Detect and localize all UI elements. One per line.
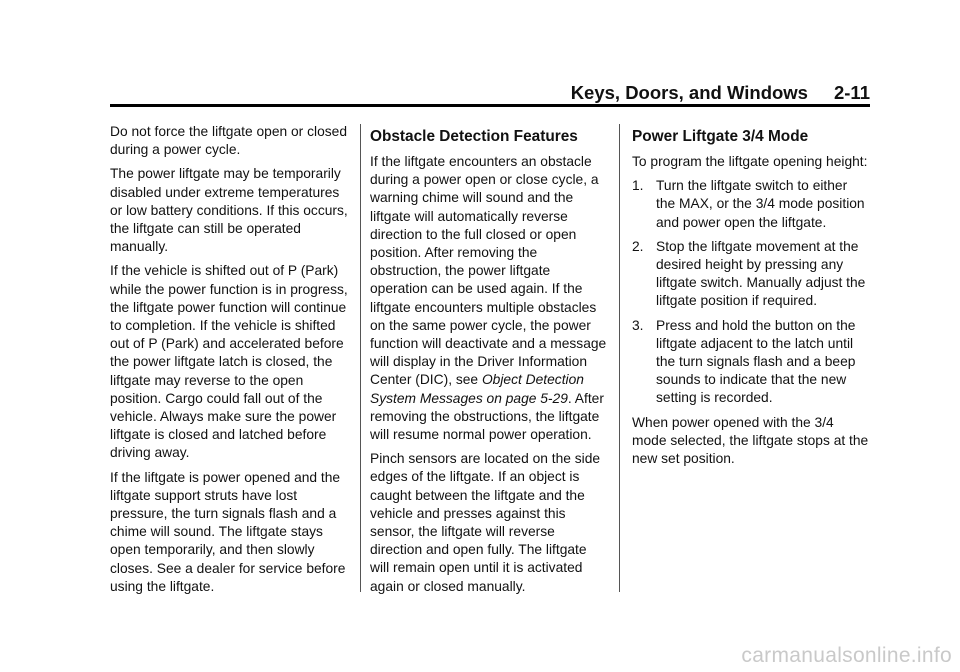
paragraph: To program the liftgate opening height: (632, 154, 868, 169)
paragraph-text: . After removing the obstructions, the liftgate will resume normal power operation. (370, 390, 604, 443)
column-left (110, 123, 352, 602)
watermark: carmanualsonline.info (741, 644, 952, 667)
step-text: Press and hold the button on the liftgate adjacent to the latch until the turn signals flash and a beep sounds to indicate that the new setting is recorded. (656, 317, 856, 406)
column-divider (360, 124, 361, 592)
section-heading: Power Liftgate 3/4 Mode (632, 128, 809, 145)
paragraph: The power liftgate may be temporarily disabled under extreme temperatures or low battery conditions. If this occurs, the liftgate can still be operated manually. (110, 166, 348, 255)
step-number: 3. (632, 317, 644, 333)
list-item (632, 238, 870, 311)
paragraph (370, 153, 608, 444)
paragraph-text: If the liftgate encounters an obstacle during a power open or close cycle, a warning chime will sound and the liftgate will automatically reverse direction to the full closed or open position. After removing the obstruction, the power liftgate operation can be used again. If the liftgate encounters multiple obstacles on the same power cycle, the power function will deactivate and a message will display in the Driver Information Center (DIC), see (370, 154, 607, 388)
column-divider (619, 124, 620, 592)
list-item (632, 177, 870, 232)
step-list (632, 177, 870, 407)
step-text: Stop the liftgate movement at the desired height by pressing any liftgate switch. Manually adjust the liftgate position if required. (656, 238, 866, 309)
paragraph: If the vehicle is shifted out of P (Park) while the power function is in progress, the liftgate power function will continue to completion. If the vehicle is shifted out of P (Park) and accelerated before the power liftgate latch is closed, the liftgate may reverse to the open position. Cargo could fall out of the vehicle. Always make sure the power liftgate is closed and latched before driving away. (110, 263, 348, 461)
paragraph: Pinch sensors are located on the side edges of the liftgate. If an object is caught between the liftgate and the vehicle and presses against this sensor, the liftgate will reverse direction and open fully. The liftgate will remain open until it is activated again or closed manually. (370, 451, 601, 594)
column-right (632, 123, 870, 474)
paragraph: If the liftgate is power opened and the liftgate support struts have lost pressure, the turn signals flash and a chime will sound. The liftgate stays open temporarily, and then slowly closes. See a dealer for service before using the liftgate. (110, 469, 346, 594)
list-item (632, 317, 870, 408)
step-number: 1. (632, 178, 644, 194)
cross-reference-link[interactable]: Object Detection System Messages on page 5‑29 (370, 372, 584, 406)
step-number: 2. (632, 238, 644, 254)
paragraph: When power opened with the 3/4 mode selected, the liftgate stops at the new set position. (632, 414, 869, 467)
paragraph: Do not force the liftgate open or closed during a power cycle. (110, 124, 347, 158)
section-heading: Obstacle Detection Features (370, 128, 578, 145)
page-number: 2-11 (833, 82, 870, 103)
column-middle (370, 123, 608, 602)
section-title: Keys, Doors, and Windows (570, 82, 808, 103)
step-text: Turn the liftgate switch to either the MAX, or the 3/4 mode position and power open the liftgate. (656, 178, 865, 230)
page-header (571, 82, 870, 104)
header-rule (110, 104, 870, 107)
